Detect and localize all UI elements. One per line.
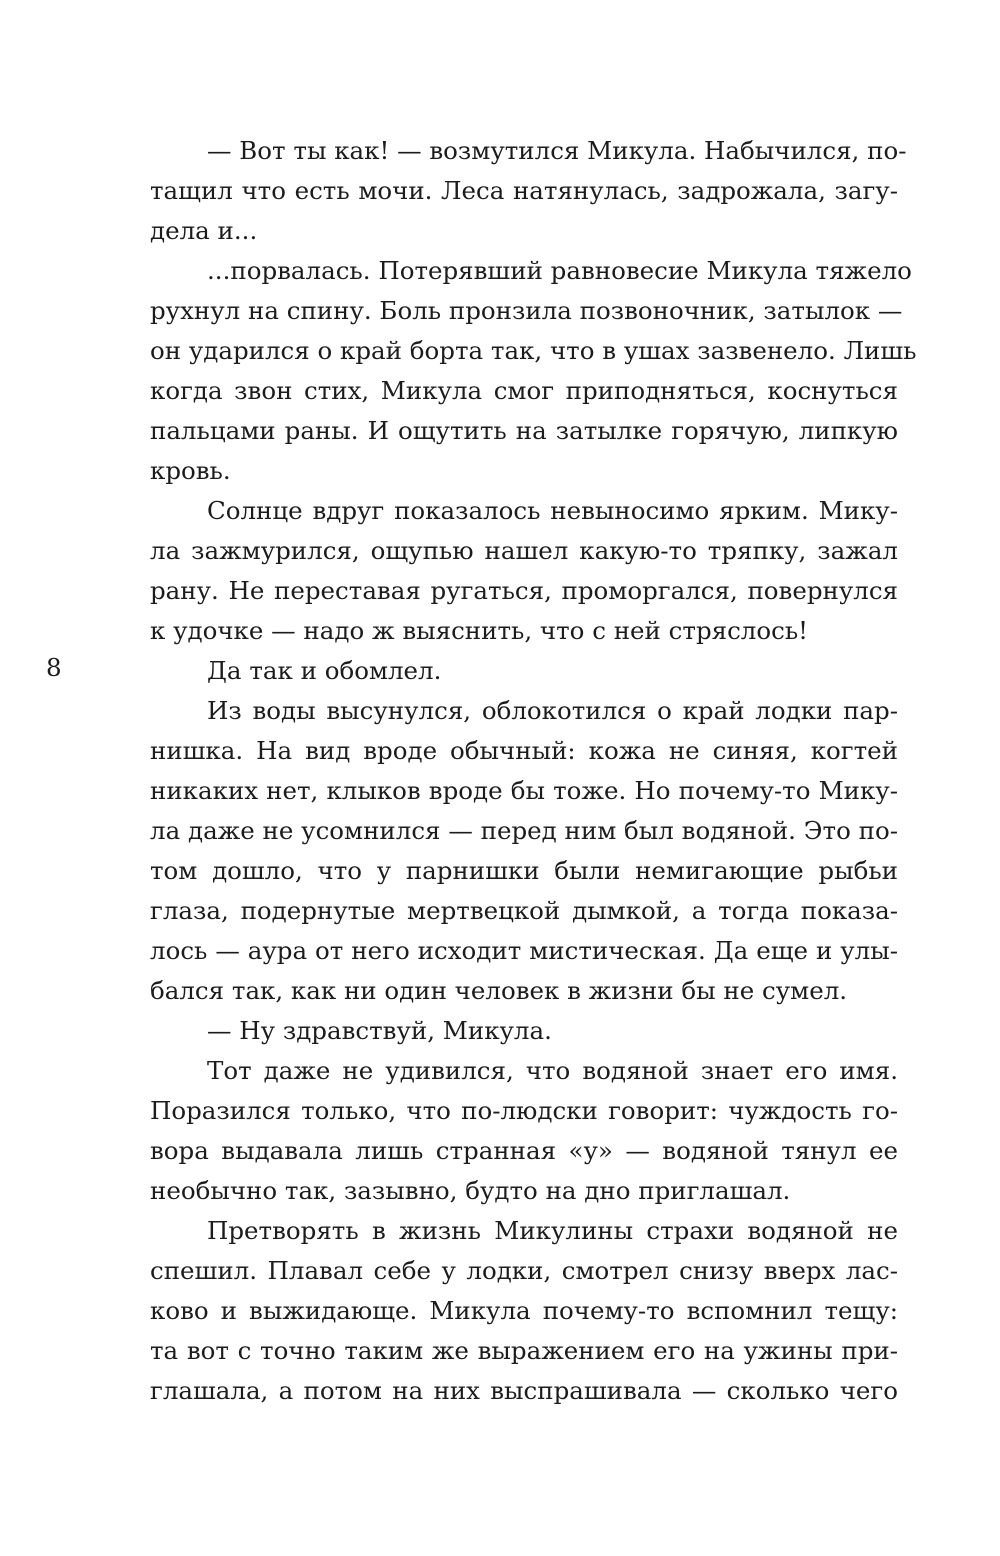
text-line: пальцами раны. И ощутить на затылке горячую, липкую [150,416,898,445]
text-line: кровь. [150,456,231,485]
page-number: 8 [46,653,62,682]
text-line: та вот с точно таким же выражением его на ужины при- [150,1336,898,1365]
text-line: Из воды высунулся, облокотился о край лодки пар- [207,696,898,725]
text-line: необычно так, зазывно, будто на дно приглашал. [150,1176,791,1205]
body-text [150,131,917,1411]
text-line: когда звон стих, Микула смог приподняться, коснуться [150,376,898,405]
text-line: рухнул на спину. Боль пронзила позвоночник, затылок — [150,296,903,325]
text-line: вора выдавала лишь странная «у» — водяной тянул ее [150,1136,898,1165]
text-line: глашала, а потом на них выспрашивала — сколько чего [150,1376,898,1405]
text-line: он ударился о край борта так, что в ушах зазвенело. Лишь [150,336,917,365]
text-line: — Ну здравствуй, Микула. [207,1016,552,1045]
text-line: Солнце вдруг показалось невыносимо ярким. Мику- [207,496,898,525]
text-line: Поразился только, что по-людски говорит: чуждость го- [150,1096,898,1125]
text-line: рану. Не переставая ругаться, проморгался, повернулся [150,576,898,605]
text-line: Да так и обомлел. [207,656,442,685]
text-line: тащил что есть мочи. Леса натянулась, задрожала, загу- [150,176,898,205]
text-line: никаких нет, клыков вроде бы тоже. Но почему-то Мику- [150,776,898,805]
text-line: глаза, подернутые мертвецкой дымкой, а тогда показа- [150,896,898,925]
text-line: ла зажмурился, ощупью нашел какую-то тряпку, зажал [150,536,898,565]
text-line: ...порвалась. Потерявший равновесие Микула тяжело [207,256,912,285]
text-line: спешил. Плавал себе у лодки, смотрел снизу вверх лас- [150,1256,898,1285]
text-line: нишка. На вид вроде обычный: кожа не синяя, когтей [150,736,898,765]
text-line: бался так, как ни один человек в жизни бы не сумел. [150,976,848,1005]
text-line: — Вот ты как! — возмутился Микула. Набычился, по- [207,136,907,165]
text-line: ково и выжидающе. Микула почему-то вспомнил тещу: [150,1296,898,1325]
text-line: лось — аура от него исходит мистическая. Да еще и улы- [150,936,898,965]
text-line: том дошло, что у парнишки были немигающие рыбьи [150,856,898,885]
text-line: Претворять в жизнь Микулины страхи водяной не [207,1216,898,1245]
text-line: к удочке — надо ж выяснить, что с ней стряслось! [150,616,809,645]
text-line: дела и... [150,216,258,245]
text-line: ла даже не усомнился — перед ним был водяной. Это по- [150,816,898,845]
text-line: Тот даже не удивился, что водяной знает его имя. [207,1056,898,1085]
